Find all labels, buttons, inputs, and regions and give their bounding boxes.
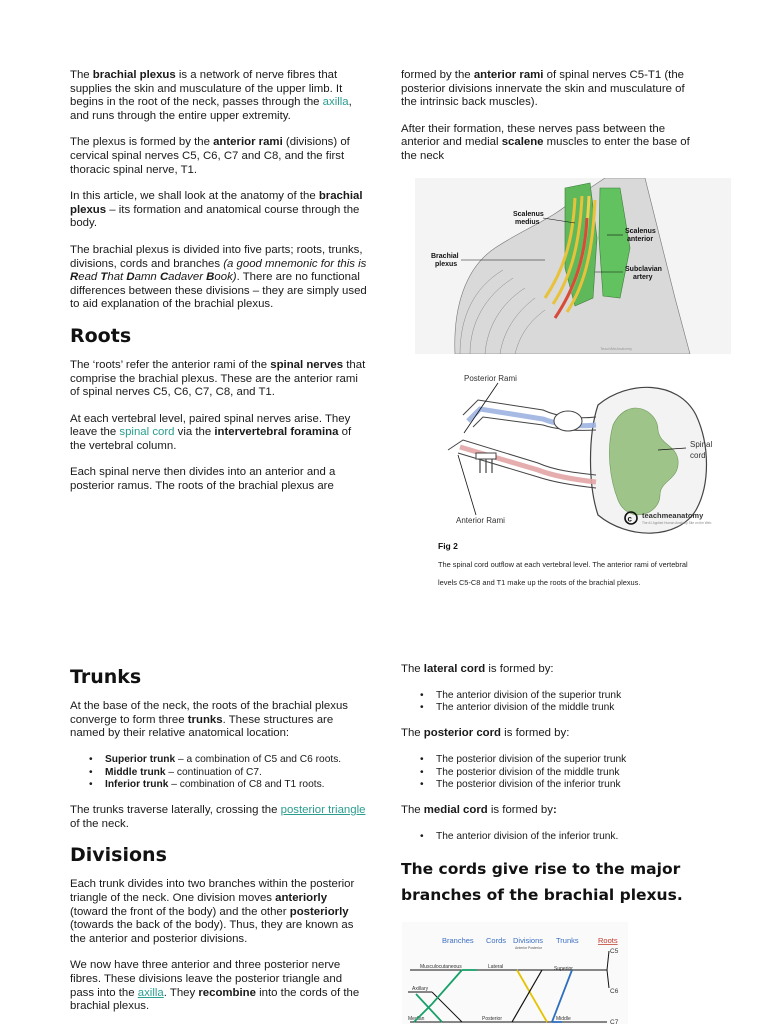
text-span: is a network of nerve fibres that supplies the skin and musculature of the upper limb. It begins in the root of the neck, passes through the xyxy=(70,69,343,109)
diagram-header-divisions: Divisions xyxy=(513,936,544,945)
fig2-label-anterior-rami: Anterior Rami xyxy=(456,516,505,525)
text-span: T xyxy=(100,271,108,284)
svg-text:c: c xyxy=(627,514,632,524)
list-item: • The posterior division of the middle trunk xyxy=(401,767,701,780)
text-span: C xyxy=(159,271,169,284)
diagram-trunk-superior: Superior xyxy=(554,966,573,972)
diagram-header-branches: Branches xyxy=(442,936,474,945)
lateral-cord-list xyxy=(401,690,701,716)
trunks-traverse xyxy=(70,804,368,831)
left-column-bottom xyxy=(70,666,368,1024)
text-span: We now have three anterior and three posterior nerve fibres. These divisions leave the posterior triangle and pass into the xyxy=(70,959,343,999)
text-span: is formed by: xyxy=(501,727,570,740)
fig1-label-scalenus-anterior: Scalenus xyxy=(625,228,656,235)
text-span: Each spinal nerve then divides into an anterior and a posterior ramus. The roots of the brachial plexus are xyxy=(70,466,336,493)
text-span: Each trunk divides into two branches within the posterior triangle of the neck. One division moves xyxy=(70,878,355,904)
svg-text:artery: artery xyxy=(633,274,653,281)
text-span: is formed by xyxy=(487,804,553,817)
list-item xyxy=(70,754,368,767)
text-span: (toward the front of the body) and the other xyxy=(70,905,290,918)
paragraph xyxy=(401,123,701,164)
list-item-desc: – a combination of C5 and C6 roots. xyxy=(175,753,342,765)
paragraph xyxy=(70,359,368,400)
text-span: (a good mnemonic for this is xyxy=(223,257,367,270)
roots-section xyxy=(70,359,368,494)
diagram-root-c5: C5 xyxy=(610,948,619,955)
svg-text:medius: medius xyxy=(515,219,540,226)
text-span: of spinal nerves C5-T1 (the posterior divisions innervate the skin and musculature of the intrinsic back muscles). xyxy=(401,69,685,109)
list-item-desc: – combination of C8 and T1 roots. xyxy=(168,779,325,791)
heading-trunks: Trunks xyxy=(70,666,142,688)
fig1-label-brachial-plexus: Brachial xyxy=(431,253,459,260)
text-span: via the xyxy=(174,426,215,439)
fig2-logo-text: teachmeanatomy xyxy=(642,511,704,520)
text-span: The ‘roots’ refer the anterior rami of the xyxy=(70,358,271,371)
heading-roots: Roots xyxy=(70,324,132,347)
fig2-label-posterior-rami: Posterior Rami xyxy=(464,374,517,383)
paragraph xyxy=(70,700,368,741)
list-item: • The posterior division of the inferior trunk xyxy=(401,779,701,792)
list-item-term: Middle trunk xyxy=(105,766,166,778)
text-span: hat xyxy=(107,271,127,284)
branches-heading: The cords give rise to the major branches of the brachial plexus. xyxy=(401,859,683,904)
diagram-header-trunks: Trunks xyxy=(556,936,579,945)
text-span: that comprise the brachial plexus. These are the anterior rami of spinal nerves C5, C6, C7, C8, and T1. xyxy=(70,358,366,399)
paragraph xyxy=(70,244,368,312)
text-span: The trunks traverse laterally, crossing the xyxy=(70,804,281,817)
text-span: D xyxy=(126,271,135,284)
heading-divisions: Divisions xyxy=(70,844,167,867)
diagram-cord-posterior: Posterior xyxy=(482,1016,503,1022)
text-span: , and runs through the entire upper extremity. xyxy=(70,96,352,122)
svg-text:anterior: anterior xyxy=(627,236,654,243)
figure-spinal-cord xyxy=(428,355,732,595)
text-span: adaver xyxy=(168,271,207,284)
paragraph xyxy=(70,190,368,231)
text-span: brachial plexus xyxy=(70,190,363,216)
text-span: scalene xyxy=(501,136,544,149)
lateral-cord-intro xyxy=(401,663,701,677)
roots-continued-section xyxy=(401,69,701,164)
spinal-cord-illustration xyxy=(428,355,732,595)
text-span: . There are no functional differences between these divisions – they are simply used to aid explanation of the brachial plexus. xyxy=(70,271,367,311)
text-span: formed by the xyxy=(401,69,474,81)
text-span: of the neck. xyxy=(70,817,129,830)
diagram-branch-musculocutaneous: Musculocutaneous xyxy=(420,964,462,970)
text-link[interactable]: posterior triangle xyxy=(280,804,366,817)
text-span: . These structures are named by their relative anatomical location: xyxy=(70,713,334,740)
divisions-section xyxy=(70,878,368,1013)
text-span: muscles to enter the base of the neck xyxy=(401,136,690,162)
paragraph xyxy=(401,804,701,818)
fig2-label-cord: cord xyxy=(690,451,706,460)
text-span: The xyxy=(401,804,424,817)
text-span: (towards the back of the body). Thus, they are known as the anterior and posterior divisions. xyxy=(70,919,354,945)
text-span: spinal nerves xyxy=(270,358,344,371)
diagram-root-c6: C6 xyxy=(610,988,619,995)
scalene-muscles-illustration xyxy=(415,178,731,354)
text-span: into the cords of the brachial plexus. xyxy=(70,986,360,1013)
list-item: • The anterior division of the inferior trunk. xyxy=(401,831,701,844)
text-span: is formed by: xyxy=(485,663,554,675)
diagram-trunk-middle: Middle xyxy=(556,1016,571,1022)
list-item: • The anterior division of the superior trunk xyxy=(401,690,701,703)
text-span: anterior rami xyxy=(213,136,283,149)
diagram-root-c7: C7 xyxy=(610,1019,619,1024)
text-span: of the vertebral column. xyxy=(70,426,352,452)
text-span: anteriorly xyxy=(275,891,328,904)
text-span: medial cord xyxy=(423,804,488,817)
fig2-label-spinal: Spinal xyxy=(690,440,713,449)
list-item xyxy=(70,779,368,792)
fig2-logo-sub: The #1 Applied Human Anatomy Site on the Web. xyxy=(642,521,713,525)
text-span: trunks xyxy=(187,713,223,726)
fig1-label-subclavian-artery: Subclavian xyxy=(625,266,662,273)
list-item-desc: – continuation of C7. xyxy=(165,766,262,778)
text-span: ook) xyxy=(214,271,237,284)
paragraph xyxy=(70,69,368,123)
text-span: The xyxy=(401,663,424,675)
text-span: At each vertebral level, paired spinal nerves arise. They leave the xyxy=(70,412,351,439)
trunk-list xyxy=(70,754,368,792)
text-link[interactable]: spinal cord xyxy=(119,426,175,439)
text-span: brachial plexus xyxy=(92,69,176,81)
text-span: B xyxy=(206,271,215,284)
text-span: At the base of the neck, the roots of the brachial plexus converge to form three xyxy=(70,700,348,726)
right-column-top xyxy=(401,69,701,177)
diagram-sub-posterior: Posterior xyxy=(528,946,543,950)
fig2-caption-title: Fig 2 xyxy=(438,541,458,551)
figure-plexus-diagram xyxy=(402,922,628,1024)
text-link[interactable]: axilla xyxy=(322,96,349,109)
text-span: recombine xyxy=(198,986,256,999)
text-span: The xyxy=(70,69,93,81)
text-span: amn xyxy=(134,271,160,284)
paragraph xyxy=(70,804,368,831)
left-column-top xyxy=(70,69,368,507)
paragraph xyxy=(401,663,701,677)
figure-scalene-muscles xyxy=(415,178,731,354)
medial-cord-intro xyxy=(401,804,701,818)
diagram-branch-axillary: Axillary xyxy=(412,986,429,992)
intro-section xyxy=(70,69,368,312)
list-item xyxy=(70,767,368,780)
posterior-cord-list xyxy=(401,754,701,792)
paragraph xyxy=(70,878,368,946)
diagram-branch-median: Median xyxy=(408,1016,425,1022)
fig2-caption-line2: levels C5-C8 and T1 make up the roots of the brachial plexus. xyxy=(438,578,641,587)
fig1-credit: TeachMeAnatomy xyxy=(600,346,633,351)
list-item: • The anterior division of the middle trunk xyxy=(401,702,701,715)
text-span: – its formation and anatomical course through the body. xyxy=(70,203,360,230)
svg-text:plexus: plexus xyxy=(435,261,458,268)
text-span: The plexus is formed by the xyxy=(70,136,214,149)
text-span: lateral cord xyxy=(423,663,486,675)
diagram-sub-anterior: Anterior xyxy=(515,946,528,950)
right-column-bottom xyxy=(401,663,701,908)
text-span: R xyxy=(70,271,79,284)
text-span: After their formation, these nerves pass between the anterior and medial xyxy=(401,122,666,149)
diagram-header-cords: Cords xyxy=(486,936,507,945)
diagram-cord-lateral: Lateral xyxy=(488,964,504,970)
text-span: posterior cord xyxy=(423,727,502,740)
paragraph xyxy=(70,466,368,493)
text-link[interactable]: axilla xyxy=(137,986,164,999)
text-span: anterior rami xyxy=(473,69,544,81)
list-item-term: Superior trunk xyxy=(105,753,176,765)
text-span: : xyxy=(552,804,557,817)
fig2-caption-line1: The spinal cord outflow at each vertebral level. The anterior rami of vertebral xyxy=(438,560,688,569)
text-span: The brachial plexus is divided into five parts; roots, trunks, divisions, cords and branches xyxy=(70,243,363,270)
text-span: . They xyxy=(163,986,199,999)
paragraph xyxy=(70,959,368,1013)
text-span: The xyxy=(401,727,424,740)
fig1-label-scalenus-medius: Scalenus xyxy=(513,211,544,218)
text-span: intervertebral foramina xyxy=(214,426,339,439)
paragraph xyxy=(70,413,368,454)
text-span: posteriorly xyxy=(289,905,349,918)
text-span: ead xyxy=(78,271,101,284)
list-item-term: Inferior trunk xyxy=(105,779,169,791)
plexus-diagram xyxy=(402,922,628,1024)
trunks-intro xyxy=(70,700,368,741)
list-item: • The posterior division of the superior trunk xyxy=(401,754,701,767)
paragraph xyxy=(70,136,368,177)
paragraph xyxy=(401,69,701,110)
text-span: (divisions) of cervical spinal nerves C5, C6, C7 and C8, and the first thoracic spinal nerve, T1. xyxy=(70,136,350,176)
diagram-header-roots: Roots xyxy=(598,936,618,945)
text-span: In this article, we shall look at the anatomy of the xyxy=(70,190,319,203)
paragraph xyxy=(401,727,701,741)
medial-cord-list xyxy=(401,831,701,844)
posterior-cord-intro xyxy=(401,727,701,741)
